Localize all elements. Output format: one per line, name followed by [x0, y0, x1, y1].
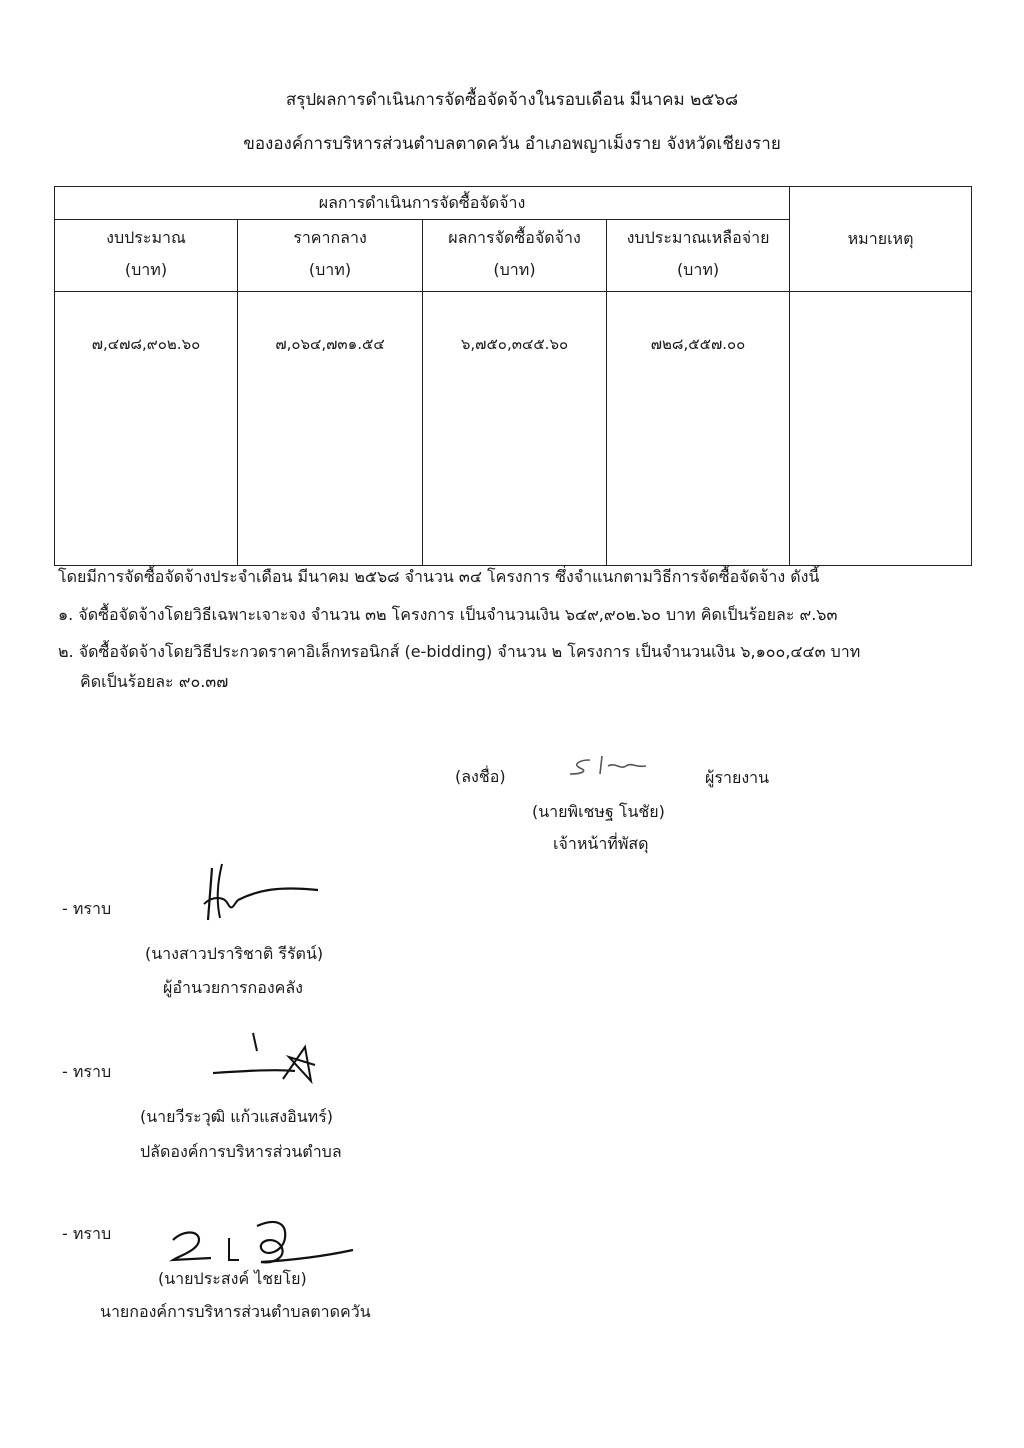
chief-administrator-signature [205, 1025, 325, 1090]
column-label: ราคากลาง [293, 228, 367, 247]
column-header-median-price [238, 220, 423, 292]
sign-label: (ลงชื่อ) [455, 767, 506, 786]
mayor-signature [165, 1212, 365, 1274]
group-header: ผลการดำเนินการจัดซื้อจัดจ้าง [55, 187, 790, 220]
column-label: งบประมาณเหลือจ่าย [626, 228, 770, 247]
document-title: สรุปผลการดำเนินการจัดซื้อจัดจ้างในรอบเดือน มีนาคม ๒๕๖๘ [285, 90, 739, 110]
method-item-2-continued: คิดเป็นร้อยละ ๙๐.๓๗ [80, 672, 229, 691]
reporter-signature [560, 752, 670, 782]
chief-administrator-position: ปลัดองค์การบริหารส่วนตำบล [140, 1142, 342, 1161]
mayor-name: (นายประสงค์ ไชยโย) [158, 1269, 307, 1288]
acknowledge-label: - ทราบ [62, 1224, 112, 1243]
reporter-position: เจ้าหน้าที่พัสดุ [553, 834, 649, 853]
finance-director-signature [198, 860, 328, 930]
procurement-summary-table [54, 186, 972, 566]
remark-header: หมายเหตุ [790, 187, 972, 292]
procurement-result-value: ๖,๗๕๐,๓๔๕.๖๐ [423, 292, 607, 566]
table-row [55, 292, 972, 566]
remark-value [790, 292, 972, 566]
method-item-2: ๒. จัดซื้อจัดจ้างโดยวิธีประกวดราคาอิเล็กทรอนิกส์ (e-bidding) จำนวน ๒ โครงการ เป็นจำนวนเงิน ๖,๑๐๐,๔๔๓ บาท [58, 642, 861, 661]
remaining-budget-value: ๗๒๘,๕๕๗.๐๐ [607, 292, 790, 566]
method-item-1: ๑. จัดซื้อจัดจ้างโดยวิธีเฉพาะเจาะจง จำนวน ๓๒ โครงการ เป็นจำนวนเงิน ๖๔๙,๙๐๒.๖๐ บาท คิดเป็นร้อยละ ๙.๖๓ [58, 605, 838, 624]
reporter-name: (นายพิเชษฐ โนชัย) [532, 802, 665, 821]
mayor-position: นายกองค์การบริหารส่วนตำบลตาดควัน [100, 1302, 371, 1321]
acknowledge-label: - ทราบ [62, 899, 112, 918]
column-header-procurement-result [423, 220, 607, 292]
acknowledge-label: - ทราบ [62, 1062, 112, 1081]
document-subtitle: ขององค์การบริหารส่วนตำบลตาดควัน อำเภอพญาเม็งราย จังหวัดเชียงราย [243, 134, 781, 154]
column-header-budget [55, 220, 238, 292]
column-label: ผลการจัดซื้อจัดจ้าง [448, 228, 581, 247]
finance-director-position: ผู้อำนวยการกองคลัง [163, 978, 303, 997]
column-label: งบประมาณ [106, 228, 186, 247]
column-unit: (บาท) [308, 260, 352, 279]
budget-value: ๗,๔๗๘,๙๐๒.๖๐ [55, 292, 238, 566]
median-price-value: ๗,๐๖๔,๗๓๑.๕๔ [238, 292, 423, 566]
reporter-role: ผู้รายงาน [705, 768, 770, 787]
chief-administrator-name: (นายวีระวุฒิ แก้วแสงอินทร์) [140, 1107, 334, 1126]
finance-director-name: (นางสาวปราริชาติ รีรัตน์) [145, 944, 324, 963]
summary-intro: โดยมีการจัดซื้อจัดจ้างประจำเดือน มีนาคม ๒๕๖๘ จำนวน ๓๔ โครงการ ซึ่งจำแนกตามวิธีการจัดซื้อจัดจ้าง ดังนี้ [58, 567, 820, 586]
column-header-remaining-budget [607, 220, 790, 292]
column-unit: (บาท) [124, 260, 168, 279]
column-unit: (บาท) [676, 260, 720, 279]
column-unit: (บาท) [493, 260, 536, 279]
